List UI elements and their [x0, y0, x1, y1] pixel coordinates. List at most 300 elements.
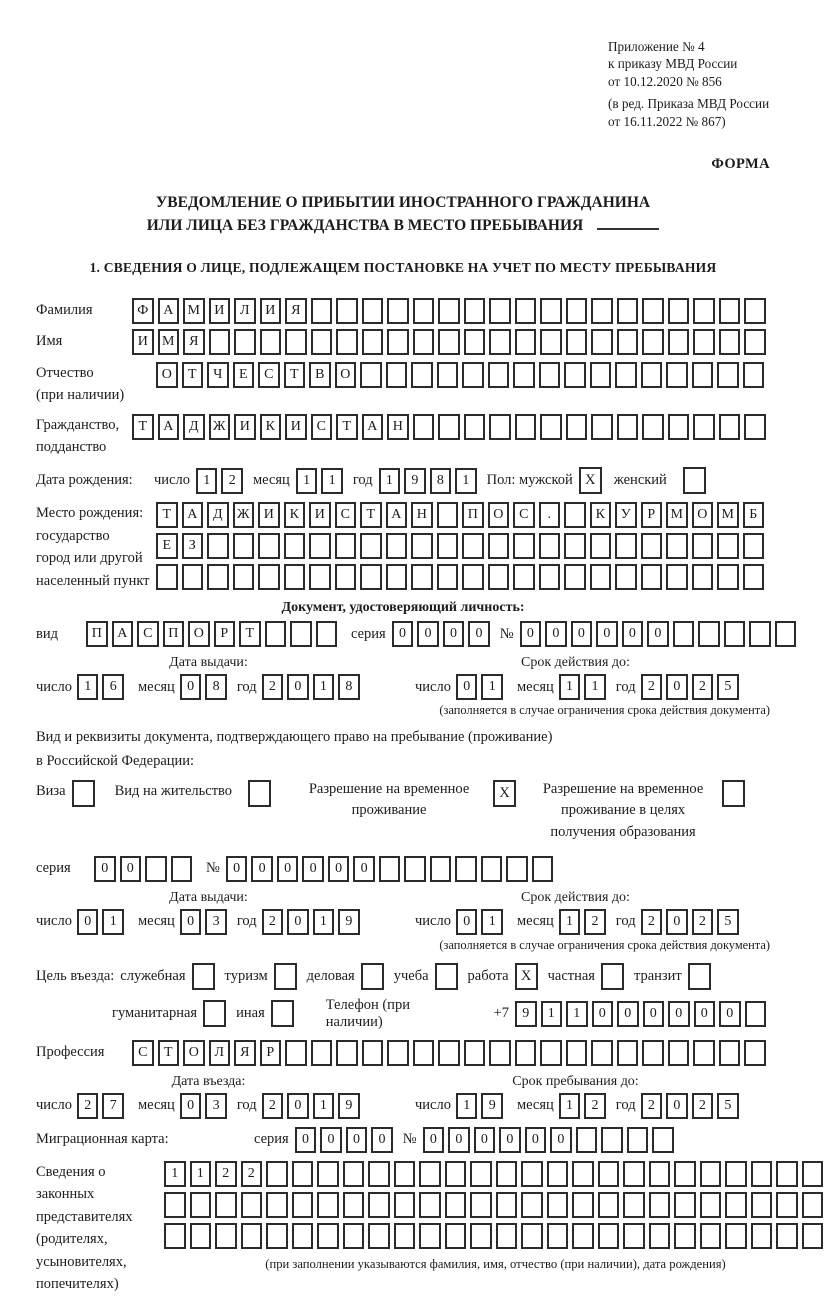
char-cell[interactable]: 0	[287, 1093, 309, 1119]
char-cell[interactable]	[379, 856, 401, 882]
char-cell[interactable]	[489, 1040, 511, 1066]
char-cell[interactable]: 0	[525, 1127, 547, 1153]
char-cell[interactable]	[360, 533, 382, 559]
char-cell[interactable]	[539, 564, 561, 590]
char-cell[interactable]: 1	[321, 468, 343, 494]
char-cell[interactable]	[591, 329, 613, 355]
char-cell[interactable]: 0	[302, 856, 324, 882]
char-cell[interactable]	[601, 1127, 623, 1153]
char-cell[interactable]	[572, 1223, 594, 1249]
char-cell[interactable]: 0	[668, 1001, 690, 1027]
char-cell[interactable]	[623, 1223, 645, 1249]
char-cell[interactable]: Л	[234, 298, 256, 324]
char-cell[interactable]	[488, 533, 510, 559]
char-cell[interactable]: 0	[94, 856, 116, 882]
char-cell[interactable]: И	[234, 414, 256, 440]
char-cell[interactable]	[292, 1223, 314, 1249]
char-cell[interactable]	[590, 533, 612, 559]
char-cell[interactable]	[572, 1161, 594, 1187]
char-cell[interactable]: 5	[717, 1093, 739, 1119]
char-cell[interactable]: 0	[592, 1001, 614, 1027]
char-cell[interactable]: К	[284, 502, 306, 528]
char-cell[interactable]	[719, 1040, 741, 1066]
char-cell[interactable]: М	[183, 298, 205, 324]
char-cell[interactable]: О	[335, 362, 357, 388]
char-cell[interactable]	[488, 362, 510, 388]
char-cell[interactable]	[437, 533, 459, 559]
char-cell[interactable]: 0	[180, 1093, 202, 1119]
char-cell[interactable]	[311, 298, 333, 324]
char-cell[interactable]	[743, 533, 765, 559]
char-cell[interactable]: С	[311, 414, 333, 440]
char-cell[interactable]	[666, 564, 688, 590]
char-cell[interactable]	[698, 621, 720, 647]
char-cell[interactable]	[387, 298, 409, 324]
char-cell[interactable]	[430, 856, 452, 882]
char-cell[interactable]	[336, 1040, 358, 1066]
purpose-official-checkbox[interactable]	[192, 963, 215, 990]
char-cell[interactable]: 0	[694, 1001, 716, 1027]
char-cell[interactable]: 0	[647, 621, 669, 647]
char-cell[interactable]	[532, 856, 554, 882]
char-cell[interactable]	[411, 362, 433, 388]
char-cell[interactable]: Я	[183, 329, 205, 355]
char-cell[interactable]	[470, 1192, 492, 1218]
char-cell[interactable]: Т	[336, 414, 358, 440]
char-cell[interactable]: Б	[743, 502, 765, 528]
char-cell[interactable]	[368, 1223, 390, 1249]
char-cell[interactable]	[775, 621, 797, 647]
char-cell[interactable]: Т	[239, 621, 261, 647]
char-cell[interactable]	[744, 414, 766, 440]
purpose-study-checkbox[interactable]	[435, 963, 458, 990]
char-cell[interactable]: 0	[443, 621, 465, 647]
char-cell[interactable]: 0	[550, 1127, 572, 1153]
char-cell[interactable]	[438, 414, 460, 440]
char-cell[interactable]: 0	[392, 621, 414, 647]
char-cell[interactable]	[515, 414, 537, 440]
char-cell[interactable]: У	[615, 502, 637, 528]
char-cell[interactable]	[317, 1223, 339, 1249]
char-cell[interactable]: 2	[584, 909, 606, 935]
char-cell[interactable]: 1	[481, 909, 503, 935]
char-cell[interactable]	[156, 564, 178, 590]
char-cell[interactable]	[311, 329, 333, 355]
char-cell[interactable]	[743, 564, 765, 590]
char-cell[interactable]: Ф	[132, 298, 154, 324]
char-cell[interactable]	[649, 1192, 671, 1218]
char-cell[interactable]: 1	[559, 909, 581, 935]
char-cell[interactable]: К	[590, 502, 612, 528]
char-cell[interactable]: 2	[262, 1093, 284, 1119]
char-cell[interactable]: П	[462, 502, 484, 528]
char-cell[interactable]	[413, 414, 435, 440]
char-cell[interactable]: .	[539, 502, 561, 528]
char-cell[interactable]: 3	[205, 909, 227, 935]
char-cell[interactable]: 0	[287, 674, 309, 700]
char-cell[interactable]	[241, 1192, 263, 1218]
char-cell[interactable]: М	[666, 502, 688, 528]
char-cell[interactable]: 1	[559, 1093, 581, 1119]
char-cell[interactable]	[668, 298, 690, 324]
char-cell[interactable]	[725, 1161, 747, 1187]
char-cell[interactable]: С	[258, 362, 280, 388]
char-cell[interactable]: 0	[499, 1127, 521, 1153]
char-cell[interactable]	[745, 1001, 767, 1027]
char-cell[interactable]	[362, 329, 384, 355]
char-cell[interactable]: 5	[717, 909, 739, 935]
char-cell[interactable]	[309, 564, 331, 590]
char-cell[interactable]	[233, 533, 255, 559]
char-cell[interactable]	[360, 362, 382, 388]
char-cell[interactable]: 0	[666, 1093, 688, 1119]
char-cell[interactable]: 0	[520, 621, 542, 647]
char-cell[interactable]	[489, 298, 511, 324]
char-cell[interactable]	[171, 856, 193, 882]
char-cell[interactable]	[668, 1040, 690, 1066]
char-cell[interactable]	[719, 414, 741, 440]
char-cell[interactable]	[693, 329, 715, 355]
char-cell[interactable]: Ж	[233, 502, 255, 528]
char-cell[interactable]	[335, 564, 357, 590]
char-cell[interactable]: А	[386, 502, 408, 528]
char-cell[interactable]	[674, 1161, 696, 1187]
char-cell[interactable]: 0	[456, 674, 478, 700]
char-cell[interactable]	[515, 1040, 537, 1066]
char-cell[interactable]	[386, 362, 408, 388]
char-cell[interactable]	[674, 1192, 696, 1218]
char-cell[interactable]: Р	[214, 621, 236, 647]
char-cell[interactable]: 0	[226, 856, 248, 882]
char-cell[interactable]	[513, 533, 535, 559]
char-cell[interactable]	[627, 1127, 649, 1153]
char-cell[interactable]	[521, 1161, 543, 1187]
purpose-work-checkbox[interactable]: X	[515, 963, 538, 990]
char-cell[interactable]: 9	[404, 468, 426, 494]
char-cell[interactable]: 0	[353, 856, 375, 882]
char-cell[interactable]: 1	[296, 468, 318, 494]
char-cell[interactable]	[419, 1161, 441, 1187]
char-cell[interactable]: Т	[360, 502, 382, 528]
char-cell[interactable]: 9	[515, 1001, 537, 1027]
char-cell[interactable]: 0	[448, 1127, 470, 1153]
char-cell[interactable]	[394, 1192, 416, 1218]
char-cell[interactable]	[413, 298, 435, 324]
char-cell[interactable]	[641, 564, 663, 590]
char-cell[interactable]	[215, 1223, 237, 1249]
char-cell[interactable]	[207, 533, 229, 559]
char-cell[interactable]	[215, 1192, 237, 1218]
char-cell[interactable]	[496, 1161, 518, 1187]
char-cell[interactable]: 7	[102, 1093, 124, 1119]
char-cell[interactable]	[700, 1161, 722, 1187]
char-cell[interactable]: О	[183, 1040, 205, 1066]
char-cell[interactable]: 1	[584, 674, 606, 700]
char-cell[interactable]	[598, 1223, 620, 1249]
char-cell[interactable]: Д	[183, 414, 205, 440]
char-cell[interactable]	[547, 1192, 569, 1218]
char-cell[interactable]	[590, 362, 612, 388]
char-cell[interactable]: Е	[156, 533, 178, 559]
char-cell[interactable]	[445, 1192, 467, 1218]
purpose-transit-checkbox[interactable]	[688, 963, 711, 990]
char-cell[interactable]: 2	[692, 674, 714, 700]
char-cell[interactable]	[547, 1161, 569, 1187]
char-cell[interactable]: 2	[221, 468, 243, 494]
char-cell[interactable]	[666, 533, 688, 559]
char-cell[interactable]	[258, 533, 280, 559]
char-cell[interactable]	[413, 329, 435, 355]
char-cell[interactable]	[515, 329, 537, 355]
char-cell[interactable]	[649, 1161, 671, 1187]
char-cell[interactable]	[411, 564, 433, 590]
char-cell[interactable]	[411, 533, 433, 559]
char-cell[interactable]	[470, 1161, 492, 1187]
char-cell[interactable]	[668, 329, 690, 355]
temp-residence-education-checkbox[interactable]	[722, 780, 745, 807]
char-cell[interactable]: 2	[584, 1093, 606, 1119]
char-cell[interactable]	[437, 362, 459, 388]
char-cell[interactable]	[566, 298, 588, 324]
char-cell[interactable]	[576, 1127, 598, 1153]
char-cell[interactable]	[462, 564, 484, 590]
char-cell[interactable]: О	[156, 362, 178, 388]
char-cell[interactable]: 0	[417, 621, 439, 647]
char-cell[interactable]	[419, 1223, 441, 1249]
char-cell[interactable]	[488, 564, 510, 590]
char-cell[interactable]: 1	[190, 1161, 212, 1187]
char-cell[interactable]: Н	[387, 414, 409, 440]
char-cell[interactable]	[290, 621, 312, 647]
char-cell[interactable]: 0	[320, 1127, 342, 1153]
char-cell[interactable]	[642, 298, 664, 324]
char-cell[interactable]	[386, 564, 408, 590]
char-cell[interactable]	[566, 1040, 588, 1066]
char-cell[interactable]	[164, 1223, 186, 1249]
char-cell[interactable]	[394, 1223, 416, 1249]
char-cell[interactable]	[547, 1223, 569, 1249]
char-cell[interactable]	[749, 621, 771, 647]
char-cell[interactable]	[641, 362, 663, 388]
char-cell[interactable]: 5	[717, 674, 739, 700]
char-cell[interactable]	[566, 414, 588, 440]
char-cell[interactable]: 2	[692, 1093, 714, 1119]
char-cell[interactable]	[539, 533, 561, 559]
char-cell[interactable]	[145, 856, 167, 882]
char-cell[interactable]: Р	[260, 1040, 282, 1066]
char-cell[interactable]: 9	[481, 1093, 503, 1119]
char-cell[interactable]	[615, 533, 637, 559]
char-cell[interactable]	[404, 856, 426, 882]
char-cell[interactable]: И	[132, 329, 154, 355]
char-cell[interactable]	[209, 329, 231, 355]
char-cell[interactable]: 0	[77, 909, 99, 935]
char-cell[interactable]	[462, 362, 484, 388]
char-cell[interactable]	[266, 1161, 288, 1187]
char-cell[interactable]: 8	[338, 674, 360, 700]
char-cell[interactable]: И	[258, 502, 280, 528]
char-cell[interactable]	[642, 329, 664, 355]
char-cell[interactable]: Д	[207, 502, 229, 528]
char-cell[interactable]: 0	[180, 674, 202, 700]
char-cell[interactable]	[292, 1161, 314, 1187]
char-cell[interactable]	[386, 533, 408, 559]
char-cell[interactable]: З	[182, 533, 204, 559]
char-cell[interactable]	[234, 329, 256, 355]
char-cell[interactable]	[751, 1192, 773, 1218]
char-cell[interactable]	[717, 362, 739, 388]
char-cell[interactable]	[719, 298, 741, 324]
char-cell[interactable]: А	[158, 298, 180, 324]
char-cell[interactable]	[717, 533, 739, 559]
char-cell[interactable]	[368, 1192, 390, 1218]
char-cell[interactable]	[776, 1161, 798, 1187]
char-cell[interactable]	[207, 564, 229, 590]
char-cell[interactable]: 0	[456, 909, 478, 935]
char-cell[interactable]	[564, 564, 586, 590]
char-cell[interactable]	[470, 1223, 492, 1249]
char-cell[interactable]	[513, 362, 535, 388]
char-cell[interactable]	[717, 564, 739, 590]
char-cell[interactable]: 1	[456, 1093, 478, 1119]
char-cell[interactable]	[419, 1192, 441, 1218]
char-cell[interactable]	[489, 329, 511, 355]
char-cell[interactable]: И	[285, 414, 307, 440]
char-cell[interactable]	[309, 533, 331, 559]
char-cell[interactable]	[285, 329, 307, 355]
char-cell[interactable]: 1	[196, 468, 218, 494]
char-cell[interactable]	[802, 1223, 824, 1249]
char-cell[interactable]	[693, 1040, 715, 1066]
char-cell[interactable]	[693, 298, 715, 324]
char-cell[interactable]	[285, 1040, 307, 1066]
visa-checkbox[interactable]	[72, 780, 95, 807]
char-cell[interactable]: 0	[571, 621, 593, 647]
char-cell[interactable]	[572, 1192, 594, 1218]
char-cell[interactable]	[693, 414, 715, 440]
char-cell[interactable]: А	[158, 414, 180, 440]
char-cell[interactable]: 0	[596, 621, 618, 647]
char-cell[interactable]	[591, 414, 613, 440]
char-cell[interactable]: 0	[468, 621, 490, 647]
sex-female-checkbox[interactable]	[683, 467, 706, 494]
char-cell[interactable]	[642, 1040, 664, 1066]
char-cell[interactable]: И	[309, 502, 331, 528]
char-cell[interactable]	[343, 1223, 365, 1249]
char-cell[interactable]	[617, 414, 639, 440]
char-cell[interactable]: 2	[692, 909, 714, 935]
char-cell[interactable]: С	[513, 502, 535, 528]
char-cell[interactable]	[496, 1192, 518, 1218]
char-cell[interactable]	[591, 298, 613, 324]
char-cell[interactable]: Л	[209, 1040, 231, 1066]
char-cell[interactable]	[284, 533, 306, 559]
char-cell[interactable]	[394, 1161, 416, 1187]
char-cell[interactable]	[413, 1040, 435, 1066]
char-cell[interactable]: Т	[158, 1040, 180, 1066]
char-cell[interactable]: 3	[205, 1093, 227, 1119]
char-cell[interactable]: 2	[641, 909, 663, 935]
char-cell[interactable]	[387, 1040, 409, 1066]
char-cell[interactable]	[719, 329, 741, 355]
char-cell[interactable]	[615, 564, 637, 590]
char-cell[interactable]: 1	[77, 674, 99, 700]
char-cell[interactable]	[266, 1192, 288, 1218]
char-cell[interactable]: 1	[559, 674, 581, 700]
char-cell[interactable]	[335, 533, 357, 559]
char-cell[interactable]: 2	[77, 1093, 99, 1119]
char-cell[interactable]: 0	[251, 856, 273, 882]
char-cell[interactable]	[776, 1223, 798, 1249]
char-cell[interactable]: 6	[102, 674, 124, 700]
char-cell[interactable]	[438, 298, 460, 324]
char-cell[interactable]: 0	[277, 856, 299, 882]
char-cell[interactable]: 9	[338, 909, 360, 935]
sex-male-checkbox[interactable]: X	[579, 467, 602, 494]
char-cell[interactable]: 1	[481, 674, 503, 700]
purpose-tourism-checkbox[interactable]	[274, 963, 297, 990]
char-cell[interactable]	[564, 502, 586, 528]
char-cell[interactable]: 9	[338, 1093, 360, 1119]
char-cell[interactable]	[744, 298, 766, 324]
char-cell[interactable]: М	[717, 502, 739, 528]
char-cell[interactable]: 0	[328, 856, 350, 882]
char-cell[interactable]	[668, 414, 690, 440]
char-cell[interactable]	[725, 1223, 747, 1249]
char-cell[interactable]	[481, 856, 503, 882]
char-cell[interactable]	[743, 362, 765, 388]
char-cell[interactable]	[506, 856, 528, 882]
char-cell[interactable]	[598, 1161, 620, 1187]
char-cell[interactable]: 2	[262, 674, 284, 700]
char-cell[interactable]: И	[260, 298, 282, 324]
char-cell[interactable]	[700, 1223, 722, 1249]
char-cell[interactable]: 2	[241, 1161, 263, 1187]
char-cell[interactable]	[343, 1161, 365, 1187]
char-cell[interactable]: П	[163, 621, 185, 647]
char-cell[interactable]	[776, 1192, 798, 1218]
char-cell[interactable]	[164, 1192, 186, 1218]
char-cell[interactable]: И	[209, 298, 231, 324]
char-cell[interactable]	[598, 1192, 620, 1218]
char-cell[interactable]	[751, 1161, 773, 1187]
char-cell[interactable]	[540, 329, 562, 355]
char-cell[interactable]	[317, 1192, 339, 1218]
char-cell[interactable]	[540, 414, 562, 440]
char-cell[interactable]: 2	[641, 674, 663, 700]
char-cell[interactable]: А	[182, 502, 204, 528]
char-cell[interactable]: Н	[411, 502, 433, 528]
char-cell[interactable]	[362, 1040, 384, 1066]
char-cell[interactable]: Т	[132, 414, 154, 440]
char-cell[interactable]	[700, 1192, 722, 1218]
char-cell[interactable]: 0	[666, 909, 688, 935]
char-cell[interactable]: 8	[205, 674, 227, 700]
char-cell[interactable]: 0	[287, 909, 309, 935]
char-cell[interactable]	[317, 1161, 339, 1187]
char-cell[interactable]: 0	[423, 1127, 445, 1153]
char-cell[interactable]	[566, 329, 588, 355]
char-cell[interactable]	[336, 298, 358, 324]
char-cell[interactable]: П	[86, 621, 108, 647]
char-cell[interactable]: 1	[455, 468, 477, 494]
char-cell[interactable]	[590, 564, 612, 590]
char-cell[interactable]	[652, 1127, 674, 1153]
char-cell[interactable]: 0	[545, 621, 567, 647]
char-cell[interactable]	[360, 564, 382, 590]
char-cell[interactable]	[641, 533, 663, 559]
char-cell[interactable]: 0	[617, 1001, 639, 1027]
